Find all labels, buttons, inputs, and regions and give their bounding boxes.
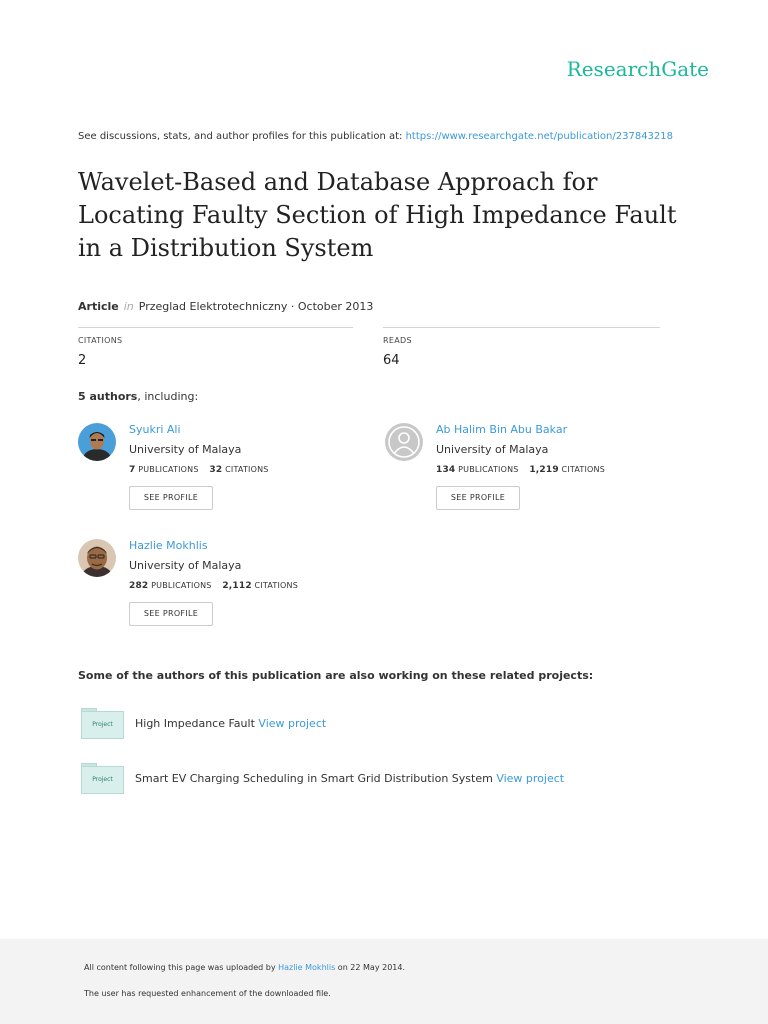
related-projects-header: Some of the authors of this publication are also working on these related projects: — [78, 669, 594, 682]
author-photo-icon — [78, 423, 116, 461]
see-profile-button[interactable]: SEE PROFILE — [436, 486, 520, 510]
avatar[interactable] — [78, 423, 116, 461]
author-publications-count: 134 — [436, 465, 456, 475]
citations-label: CITATIONS — [254, 581, 299, 590]
uploader-link[interactable]: Hazlie Mokhlis — [278, 963, 336, 972]
publication-meta — [78, 300, 373, 313]
project-title: Smart EV Charging Scheduling in Smart Grid Distribution System — [135, 772, 493, 785]
publication-url-link[interactable]: https://www.researchgate.net/publication/237843218 — [405, 131, 674, 142]
view-project-link[interactable]: View project — [258, 717, 327, 730]
upload-note — [84, 963, 405, 972]
citations-label: CITATIONS — [225, 465, 269, 474]
authors-count: 5 authors — [78, 390, 138, 403]
researchgate-logo[interactable]: ResearchGate — [566, 57, 709, 81]
author-affiliation: University of Malaya — [436, 443, 549, 456]
author-name-link[interactable]: Syukri Ali — [129, 423, 181, 436]
default-avatar-icon — [385, 423, 423, 461]
author-stats — [129, 465, 269, 475]
publication-type: Article — [78, 300, 119, 313]
enhancement-note: The user has requested enhancement of the downloaded file. — [84, 989, 331, 998]
project-line — [135, 717, 326, 730]
authors-header — [78, 390, 198, 403]
journal-date: Przeglad Elektrotechniczny · October 2013 — [138, 300, 374, 313]
see-profile-button[interactable]: SEE PROFILE — [129, 486, 213, 510]
author-citations-count: 2,112 — [222, 581, 252, 591]
author-info — [129, 423, 269, 510]
upload-suffix: on 22 May 2014. — [337, 963, 406, 972]
author-stats — [436, 465, 605, 475]
project-title: High Impedance Fault — [135, 717, 255, 730]
in-label: in — [123, 300, 134, 313]
project-folder-icon[interactable] — [81, 763, 124, 794]
avatar[interactable] — [78, 539, 116, 577]
citations-value: 2 — [78, 353, 87, 368]
project-line — [135, 772, 564, 785]
citations-label: CITATIONS — [561, 465, 606, 474]
author-publications-count: 7 — [129, 465, 136, 475]
avatar[interactable] — [385, 423, 423, 461]
see-profile-button[interactable]: SEE PROFILE — [129, 602, 213, 626]
publications-label: PUBLICATIONS — [458, 465, 519, 474]
project-folder-icon[interactable] — [81, 708, 124, 739]
upload-prefix: All content following this page was uploaded by — [84, 963, 276, 972]
discussion-prefix: See discussions, stats, and author profiles for this publication at: — [78, 131, 403, 142]
citations-label: CITATIONS — [78, 336, 123, 345]
reads-value: 64 — [383, 353, 400, 368]
author-name-link[interactable]: Hazlie Mokhlis — [129, 539, 208, 552]
publication-title: Wavelet-Based and Database Approach for Locating Faulty Section of High Impedance Fault in a Distribution System — [78, 168, 677, 262]
citations-stat — [78, 327, 353, 368]
author-affiliation: University of Malaya — [129, 443, 242, 456]
author-name-link[interactable]: Ab Halim Bin Abu Bakar — [436, 423, 568, 436]
footer — [0, 939, 768, 1024]
reads-stat — [383, 327, 660, 368]
publications-label: PUBLICATIONS — [151, 581, 212, 590]
author-affiliation: University of Malaya — [129, 559, 242, 572]
author-photo-icon — [78, 539, 116, 577]
author-publications-count: 282 — [129, 581, 149, 591]
author-info — [436, 423, 605, 510]
reads-label: READS — [383, 336, 412, 345]
author-stats — [129, 581, 298, 591]
view-project-link[interactable]: View project — [496, 772, 565, 785]
publications-label: PUBLICATIONS — [138, 465, 199, 474]
project-icon-label: Project — [81, 766, 124, 794]
authors-suffix: , including: — [137, 390, 199, 403]
author-info — [129, 539, 298, 626]
project-icon-label: Project — [81, 711, 124, 739]
discussion-line — [78, 131, 673, 142]
author-citations-count: 1,219 — [529, 465, 559, 475]
author-citations-count: 32 — [209, 465, 223, 475]
